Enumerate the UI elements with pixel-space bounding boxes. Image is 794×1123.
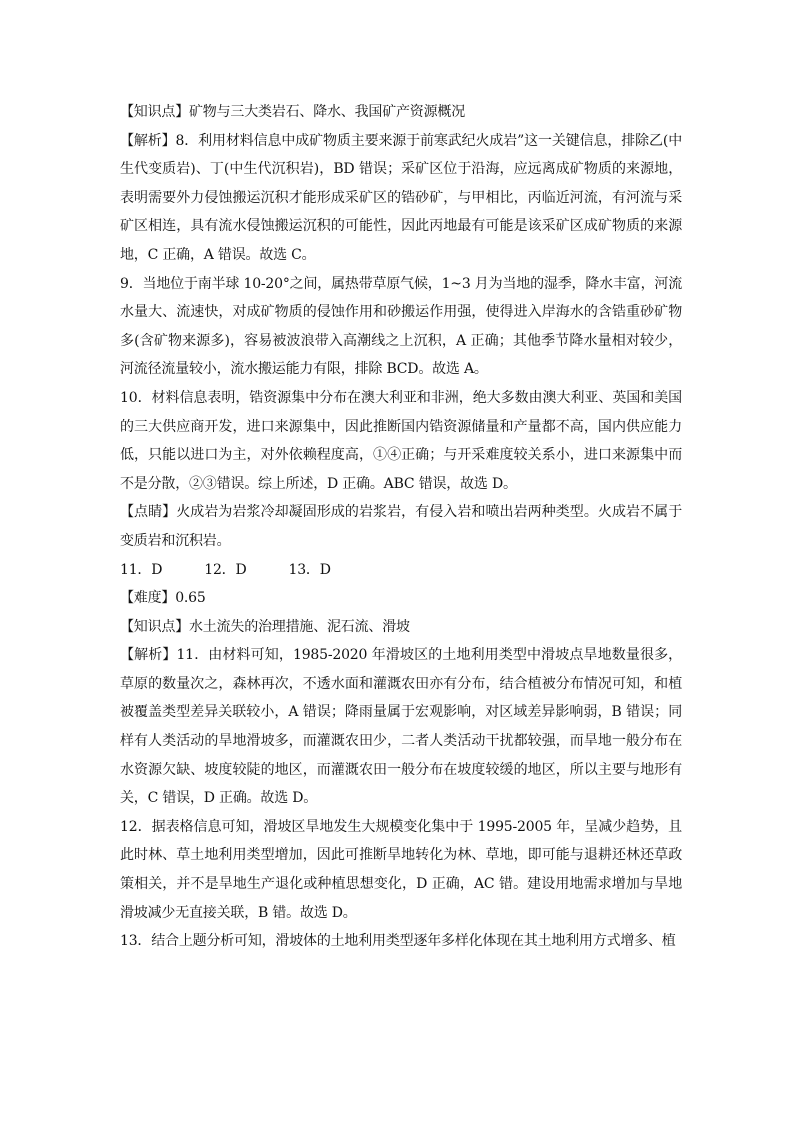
analysis-question-12: 12．据表格信息可知，滑坡区旱地发生大规模变化集中于 1995-2005 年，呈减少趋势，且此时林、草土地利用类型增加，因此可推断旱地转化为林、草地，即可能与退耕还林还草政策相关，并不是旱地生产退化或种植思想变化，D 正确，AC 错。建设用地需求增加与旱地滑坡减少无直接关联，B 错。故选 D。 <box>120 818 682 921</box>
key-point-note: 【点睛】火成岩为岩浆冷却凝固形成的岩浆岩，有侵入岩和喷出岩两种类型。火成岩不属于变质岩和沉积岩。 <box>120 504 682 549</box>
answer-explanation-body <box>120 98 682 956</box>
analysis-question-8: 【解析】8．利用材料信息中成矿物质主要来源于前寒武纪火成岩”这一关键信息，排除乙(中生代变质岩)、丁(中生代沉积岩)，BD 错误；采矿区位于沿海，应远离成矿物质的来源地，表明需要外力侵蚀搬运沉积才能形成采矿区的锆砂矿，与甲相比，丙临近河流，有河流与采矿区相连，具有流水侵蚀搬运沉积的可能性，因此丙地最有可能是该采矿区成矿物质的来源地，C 正确，A 错误。故选 C。 <box>120 132 682 263</box>
analysis-question-11: 【解析】11．由材料可知，1985-2020 年滑坡区的土地利用类型中滑坡点旱地数量很多，草原的数量次之，森林再次，不透水面和灌溉农田亦有分布，结合植被分布情况可知，和植被覆盖类型差异关联较小，A 错误；降雨量属于宏观影响，对区域差异影响弱，B 错误；同样有人类活动的旱地滑坡多，而灌溉农田少，二者人类活动干扰都较强，而旱地一般分布在水资源欠缺、坡度较陡的地区，而灌溉农田一般分布在坡度较缓的地区，所以主要与地形有关，C 错误，D 正确。故选 D。 <box>120 647 682 807</box>
answer-11: 11．D <box>120 561 163 578</box>
difficulty: 【难度】0.65 <box>120 590 206 607</box>
knowledge-point-8-10: 【知识点】矿物与三大类岩石、降水、我国矿产资源概况 <box>120 104 465 120</box>
answer-13: 13．D <box>288 561 331 578</box>
answers-11-13 <box>120 556 682 585</box>
analysis-question-10: 10．材料信息表明，锆资源集中分布在澳大利亚和非洲，绝大多数由澳大利亚、英国和美国的三大供应商开发，进口来源集中，因此推断国内锆资源储量和产量都不高，国内供应能力低，只能以进口为主，对外依赖程度高，①④正确；与开采难度较关系小，进口来源集中而不是分散，②③错误。综上所述，D 正确。ABC 错误，故选 D。 <box>120 389 682 492</box>
analysis-question-9: 9．当地位于南半球 10-20°之间，属热带草原气候，1~3 月为当地的湿季，降水丰富，河流水量大、流速快，对成矿物质的侵蚀作用和砂搬运作用强，使得进入岸海水的含锆重砂矿物多(含矿物来源多)，容易被波浪带入高潮线之上沉积，A 正确；其他季节降水量相对较少，河流径流量较小，流水搬运能力有限，排除 BCD。故选 A。 <box>120 275 682 378</box>
analysis-question-13: 13．结合上题分析可知，滑坡体的土地利用类型逐年多样化体现在其土地利用方式增多、植 <box>120 933 676 950</box>
knowledge-point-11-13: 【知识点】水土流失的治理措施、泥石流、滑坡 <box>120 618 410 635</box>
answer-12: 12．D <box>204 561 247 578</box>
